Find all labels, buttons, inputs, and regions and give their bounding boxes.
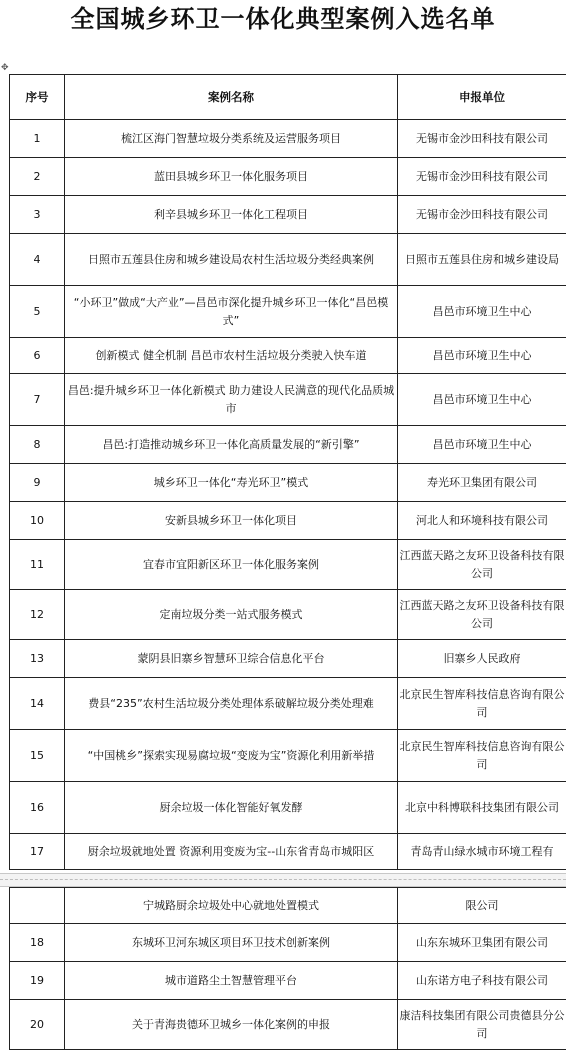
- row-case-name: 厨余垃圾一体化智能好氧发酵: [65, 782, 398, 834]
- row-unit: 旧寨乡人民政府: [398, 640, 566, 678]
- table-row-continued: [10, 888, 566, 924]
- row-no: 12: [10, 590, 65, 640]
- case-table-continued: [9, 887, 566, 1050]
- table-header-row: [10, 75, 566, 120]
- row-no: 3: [10, 196, 65, 234]
- row-no: [10, 888, 65, 924]
- row-unit: 青岛青山绿水城市环境工程有: [398, 834, 566, 870]
- row-case-name: 东城环卫河东城区项目环卫技术创新案例: [65, 924, 398, 962]
- move-anchor-icon[interactable]: ✥: [1, 63, 9, 73]
- row-case-name: 宁城路厨余垃圾处中心就地处置模式: [65, 888, 398, 924]
- row-no: 13: [10, 640, 65, 678]
- header-case-name: 案例名称: [65, 75, 398, 120]
- row-unit: 山东诺方电子科技有限公司: [398, 962, 566, 1000]
- row-case-name: 定南垃圾分类一站式服务模式: [65, 590, 398, 640]
- row-unit: 无锡市金沙田科技有限公司: [398, 158, 566, 196]
- table-row: [10, 924, 566, 962]
- case-table: [9, 74, 566, 870]
- row-no: 6: [10, 338, 65, 374]
- page-title: 全国城乡环卫一体化典型案例入选名单: [70, 5, 496, 33]
- row-no: 7: [10, 374, 65, 426]
- table-row: [10, 590, 566, 640]
- row-no: 14: [10, 678, 65, 730]
- row-unit: 昌邑市环境卫生中心: [398, 286, 566, 338]
- table-row: [10, 640, 566, 678]
- row-case-name: “小环卫”做成“大产业”—昌邑市深化提升城乡环卫一体化“昌邑模式”: [65, 286, 398, 338]
- row-unit: 昌邑市环境卫生中心: [398, 426, 566, 464]
- row-case-name: 城乡环卫一体化“寿光环卫”模式: [65, 464, 398, 502]
- row-unit: 北京中科博联科技集团有限公司: [398, 782, 566, 834]
- row-case-name: 安新县城乡环卫一体化项目: [65, 502, 398, 540]
- row-unit: 康洁科技集团有限公司贵德县分公司: [398, 1000, 566, 1050]
- table-row: [10, 374, 566, 426]
- row-case-name: 创新模式 健全机制 昌邑市农村生活垃圾分类驶入快车道: [65, 338, 398, 374]
- table-row: [10, 502, 566, 540]
- row-no: 2: [10, 158, 65, 196]
- row-no: 11: [10, 540, 65, 590]
- header-unit: 申报单位: [398, 75, 566, 120]
- table-row: [10, 678, 566, 730]
- row-unit: 无锡市金沙田科技有限公司: [398, 120, 566, 158]
- table-row: [10, 464, 566, 502]
- row-case-name: 城市道路尘土智慧管理平台: [65, 962, 398, 1000]
- row-no: 16: [10, 782, 65, 834]
- row-unit: 日照市五莲县住房和城乡建设局: [398, 234, 566, 286]
- table-row: [10, 158, 566, 196]
- table-row: [10, 962, 566, 1000]
- row-no: 18: [10, 924, 65, 962]
- row-unit: 昌邑市环境卫生中心: [398, 338, 566, 374]
- table-row: [10, 1000, 566, 1050]
- row-no: 1: [10, 120, 65, 158]
- table-row: [10, 234, 566, 286]
- row-no: 20: [10, 1000, 65, 1050]
- row-case-name: 日照市五莲县住房和城乡建设局农村生活垃圾分类经典案例: [65, 234, 398, 286]
- table-row: [10, 730, 566, 782]
- header-no: 序号: [10, 75, 65, 120]
- row-case-name: 蓝田县城乡环卫一体化服务项目: [65, 158, 398, 196]
- row-unit: 昌邑市环境卫生中心: [398, 374, 566, 426]
- row-case-name: 宜春市宜阳新区环卫一体化服务案例: [65, 540, 398, 590]
- row-case-name: 昌邑:打造推动城乡环卫一体化高质量发展的“新引擎”: [65, 426, 398, 464]
- table-row: [10, 338, 566, 374]
- row-unit: 北京民生智库科技信息咨询有限公司: [398, 730, 566, 782]
- row-unit: 江西蓝天路之友环卫设备科技有限公司: [398, 590, 566, 640]
- row-no: 8: [10, 426, 65, 464]
- row-no: 15: [10, 730, 65, 782]
- table-row: [10, 540, 566, 590]
- row-case-name: “中国桃乡”探索实现易腐垃圾“变废为宝”资源化利用新举措: [65, 730, 398, 782]
- row-no: 4: [10, 234, 65, 286]
- table-row: [10, 286, 566, 338]
- row-no: 17: [10, 834, 65, 870]
- row-unit: 北京民生智库科技信息咨询有限公司: [398, 678, 566, 730]
- row-case-name: 关于青海贵德环卫城乡一体化案例的申报: [65, 1000, 398, 1050]
- page-break-divider: [0, 873, 566, 887]
- row-unit: 山东东城环卫集团有限公司: [398, 924, 566, 962]
- table-row: [10, 426, 566, 464]
- row-no: 5: [10, 286, 65, 338]
- row-unit: 江西蓝天路之友环卫设备科技有限公司: [398, 540, 566, 590]
- table-row: [10, 782, 566, 834]
- row-unit: 限公司: [398, 888, 566, 924]
- row-unit: 寿光环卫集团有限公司: [398, 464, 566, 502]
- row-case-name: 蒙阴县旧寨乡智慧环卫综合信息化平台: [65, 640, 398, 678]
- row-case-name: 费县“235”农村生活垃圾分类处理体系破解垃圾分类处理难: [65, 678, 398, 730]
- row-no: 19: [10, 962, 65, 1000]
- table-row: [10, 196, 566, 234]
- row-unit: 河北人和环境科技有限公司: [398, 502, 566, 540]
- row-no: 9: [10, 464, 65, 502]
- row-no: 10: [10, 502, 65, 540]
- table-row: [10, 120, 566, 158]
- row-unit: 无锡市金沙田科技有限公司: [398, 196, 566, 234]
- row-case-name: 梳江区海门智慧垃圾分类系统及运营服务项目: [65, 120, 398, 158]
- row-case-name: 厨余垃圾就地处置 资源利用变废为宝--山东省青岛市城阳区: [65, 834, 398, 870]
- row-case-name: 昌邑:提升城乡环卫一体化新模式 助力建设人民满意的现代化品质城市: [65, 374, 398, 426]
- row-case-name: 利辛县城乡环卫一体化工程项目: [65, 196, 398, 234]
- table-row: [10, 834, 566, 870]
